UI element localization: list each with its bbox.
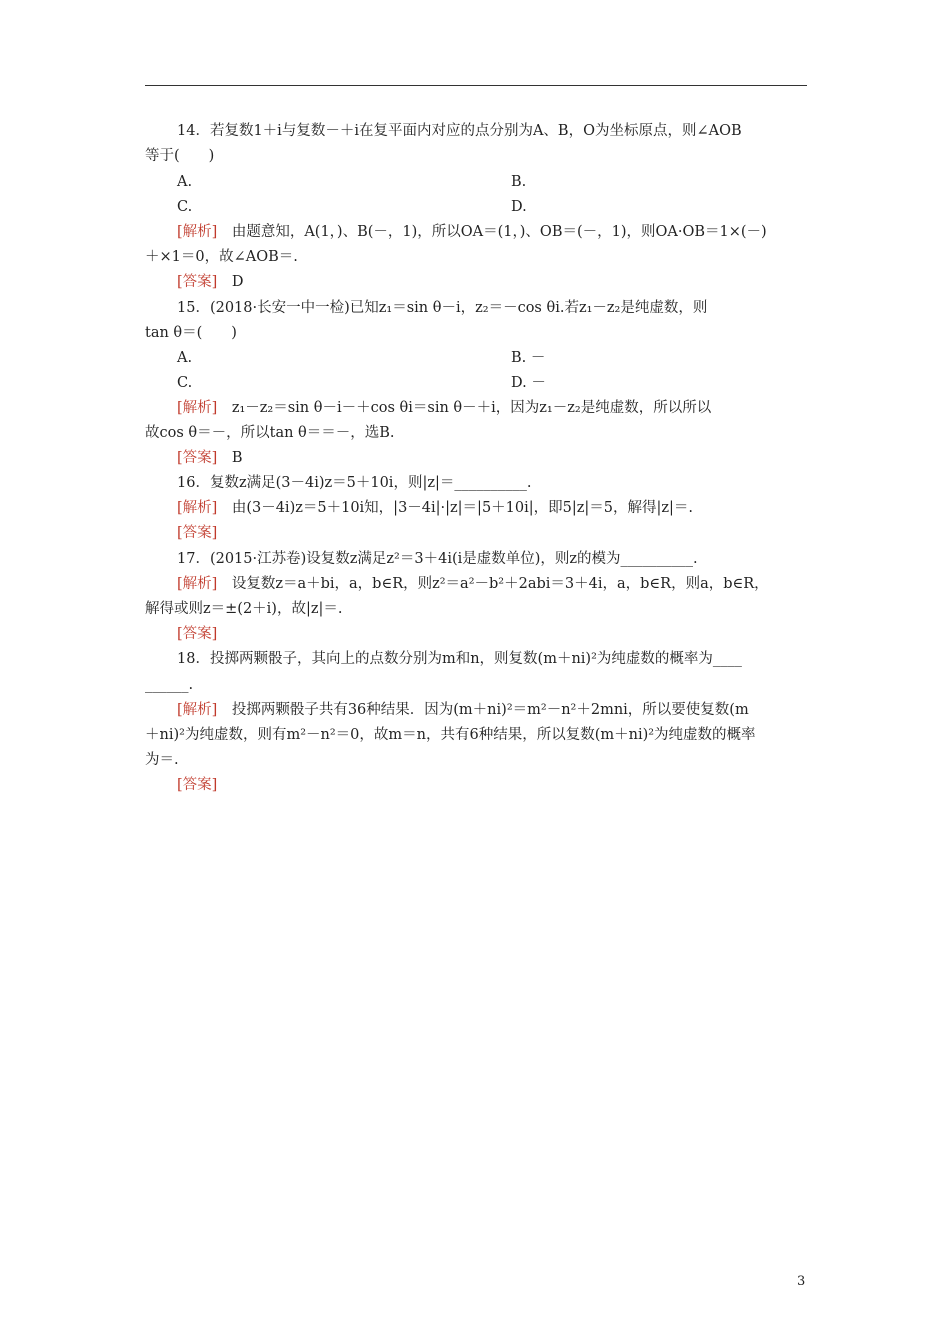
q17-analysis: [145, 572, 839, 597]
q18-analysis-text: 投掷两颗骰子共有36种结果．因为(m＋ni)²＝m²－n²＋2mni，所以要使复数(m: [231, 702, 749, 718]
q18-analysis-cont: ＋ni)²为纯虚数，则有m²－n²＝0，故m＝n，共有6种结果，所以复数(m＋ni)²为纯虚数的概率: [145, 727, 756, 743]
q18-analysis-cont2: 为＝.: [145, 752, 179, 768]
answer-tag: [答案]: [177, 525, 218, 541]
q14-stem: 14．若复数1＋i与复数－＋i在复平面内对应的点分别为A、B，O为坐标原点，则∠AOB: [177, 123, 742, 139]
q15-analysis-text: z₁－z₂＝sin θ－i－＋cos θi＝sin θ－＋i，因为z₁－z₂是纯虚数，所以所以: [231, 400, 712, 416]
q15-option-a: A.: [177, 350, 193, 366]
q14-analysis: [145, 220, 839, 245]
q16-analysis: [145, 496, 839, 521]
analysis-tag: [解析]: [177, 400, 218, 416]
q16-analysis-text: 由(3－4i)z＝5＋10i知，|3－4i|·|z|＝|5＋10i|，即5|z|＝5，解得|z|＝.: [231, 500, 694, 516]
q15-option-c: C.: [177, 375, 193, 391]
q15-stem-cont: tan θ＝( ): [145, 325, 237, 341]
q14-analysis-text: 由题意知，A(1，)、B(－，1)，所以OA＝(1，)、OB＝(－，1)，则OA·OB＝1×(－): [231, 224, 767, 240]
analysis-tag: [解析]: [177, 224, 218, 240]
q17-analysis-text: 设复数z＝a＋bi，a，b∈R，则z²＝a²－b²＋2abi＝3＋4i，a，b∈R，则a，b∈R，: [231, 576, 769, 592]
q18-stem: 18．投掷两颗骰子，其向上的点数分别为m和n，则复数(m＋ni)²为纯虚数的概率为____: [177, 651, 742, 667]
q16-stem: 16．复数z满足(3－4i)z＝5＋10i，则|z|＝__________.: [177, 475, 532, 491]
q15-answer: [145, 446, 839, 471]
answer-tag: [答案]: [177, 777, 218, 793]
q14-answer: [145, 270, 839, 295]
q17-answer: [145, 622, 839, 647]
q15-analysis-cont: 故cos θ＝－，所以tan θ＝＝－，选B.: [145, 425, 395, 441]
q15-stem: 15．(2018·长安一中一检)已知z₁＝sin θ－i，z₂＝－cos θi.若z₁－z₂是纯虚数，则: [177, 300, 708, 316]
analysis-tag: [解析]: [177, 702, 218, 718]
q18-stem-cont: ______.: [145, 677, 194, 693]
answer-tag: [答案]: [177, 450, 218, 466]
q16-answer: [145, 521, 839, 546]
analysis-tag: [解析]: [177, 576, 218, 592]
q15-option-b: B. －: [511, 350, 546, 366]
q17-stem: 17．(2015·江苏卷)设复数z满足z²＝3＋4i(i是虚数单位)，则z的模为__________.: [177, 551, 698, 567]
q15-analysis: [145, 396, 839, 421]
answer-tag: [答案]: [177, 626, 218, 642]
q14-stem-cont: 等于( ): [145, 148, 215, 164]
q14-answer-value: D: [231, 274, 244, 290]
q15-answer-value: B: [231, 450, 243, 466]
header-rule: [145, 85, 807, 86]
answer-tag: [答案]: [177, 274, 218, 290]
q14-option-b: B.: [511, 174, 527, 190]
q18-answer: [145, 773, 839, 798]
analysis-tag: [解析]: [177, 500, 218, 516]
q15-option-d: D. －: [511, 375, 546, 391]
q18-analysis: [145, 698, 839, 723]
q14-option-a: A.: [177, 174, 193, 190]
page-number: 3: [797, 1274, 806, 1289]
q14-option-c: C.: [177, 199, 193, 215]
q14-analysis-cont: ＋×1＝0，故∠AOB＝.: [145, 249, 298, 265]
q14-option-d: D.: [511, 199, 527, 215]
q17-analysis-cont: 解得或则z＝±(2＋i)，故|z|＝.: [145, 601, 343, 617]
